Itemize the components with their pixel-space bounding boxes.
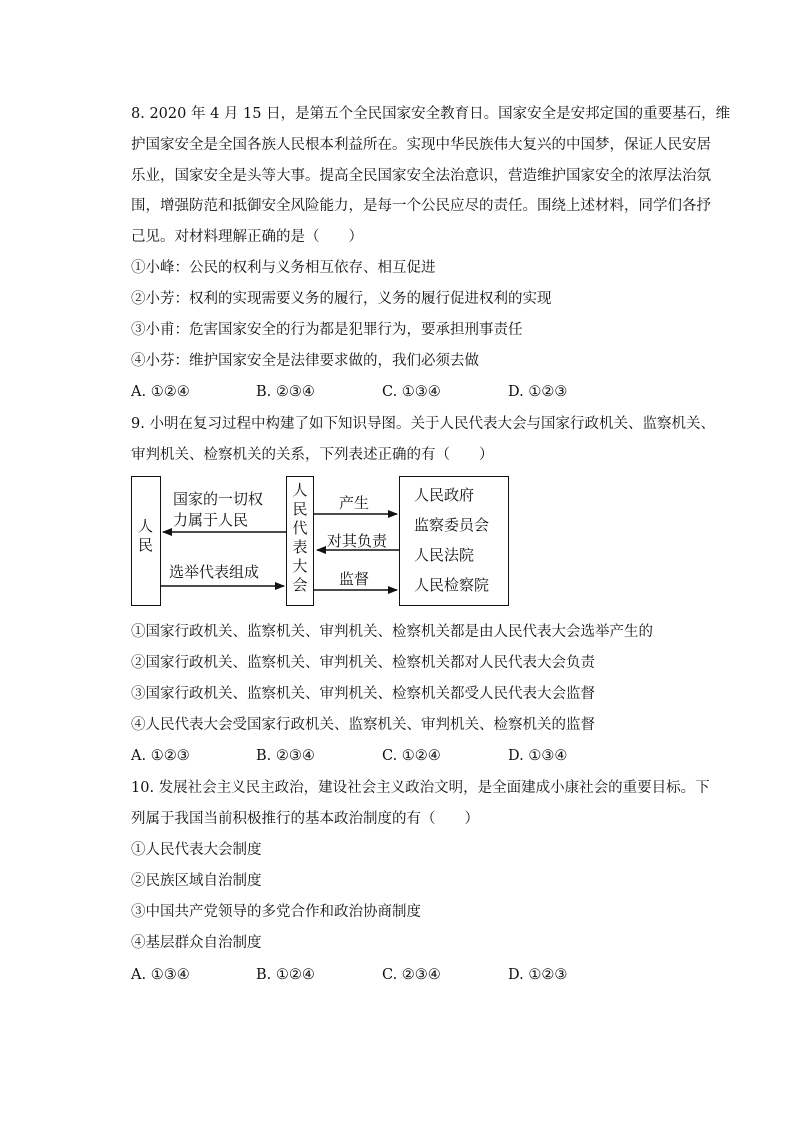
- q10-item-1: ①人民代表大会制度: [131, 842, 262, 858]
- q9-item-4: ④人民代表大会受国家行政机关、监察机关、审判机关、检察机关的监督: [131, 717, 595, 733]
- power-label-line1: 国家的一切权: [173, 490, 264, 508]
- q9-stem-line: 审判机关、检察机关的关系，下列表述正确的有（ ）: [131, 447, 494, 463]
- q10-stem-line: 列属于我国当前积极推行的基本政治制度的有（ ）: [131, 811, 479, 827]
- q8-item-1: ①小峰：公民的权利与义务相互依存、相互促进: [131, 260, 436, 276]
- elect-label: 选举代表组成: [169, 563, 260, 581]
- q10-item-3: ③中国共产党领导的多党合作和政治协商制度: [131, 904, 421, 920]
- q8-item-4: ④小芬：维护国家安全是法律要求做的，我们必须去做: [131, 353, 479, 369]
- q8-item-3: ③小甫：危害国家安全的行为都是犯罪行为，要承担刑事责任: [131, 322, 523, 338]
- responsible-label: 对其负责: [327, 532, 388, 550]
- q9-stem-line: 9. 小明在复习过程中构建了如下知识导图。关于人民代表大会与国家行政机关、监察机关、: [131, 416, 715, 432]
- q9-option-a[interactable]: A. ①②③: [131, 748, 190, 764]
- q9-item-1: ①国家行政机关、监察机关、审判机关、检察机关都是由人民代表大会选举产生的: [131, 624, 653, 640]
- q9-item-3: ③国家行政机关、监察机关、审判机关、检察机关都受人民代表大会监督: [131, 686, 595, 702]
- q9-item-2: ②国家行政机关、监察机关、审判机关、检察机关都对人民代表大会负责: [131, 655, 595, 671]
- q10-option-c[interactable]: C. ②③④: [382, 967, 441, 983]
- organ-court: 人民法院: [414, 546, 475, 564]
- q10-stem-line: 10. 发展社会主义民主政治，建设社会主义政治文明，是全面建成小康社会的重要目标。下: [131, 780, 710, 796]
- q8-stem-line: 乐业，国家安全是头等大事。提高全民国家安全法治意识，营造维护国家安全的浓厚法治氛: [131, 168, 711, 184]
- supervise-label: 监督: [339, 570, 370, 588]
- q8-option-b[interactable]: B. ②③④: [256, 384, 315, 400]
- npc-char: 民: [292, 500, 308, 518]
- produce-label: 产生: [339, 494, 370, 512]
- npc-char: 代: [292, 519, 308, 537]
- q8-stem-line: 己见。对材料理解正确的是（ ）: [131, 229, 363, 245]
- knowledge-diagram: [131, 476, 511, 610]
- q8-option-c[interactable]: C. ①③④: [382, 384, 441, 400]
- q8-item-2: ②小芳：权利的实现需要义务的履行，义务的履行促进权利的实现: [131, 291, 552, 307]
- npc-char: 会: [292, 576, 308, 594]
- q10-item-2: ②民族区域自治制度: [131, 873, 262, 889]
- q10-item-4: ④基层群众自治制度: [131, 935, 262, 951]
- organ-government: 人民政府: [414, 486, 475, 504]
- q10-option-b[interactable]: B. ①②④: [256, 967, 315, 983]
- q8-stem-line: 护国家安全是全国各族人民根本利益所在。实现中华民族伟大复兴的中国梦，保证人民安居: [131, 137, 711, 153]
- q10-option-a[interactable]: A. ①③④: [131, 967, 190, 983]
- q9-option-b[interactable]: B. ②③④: [256, 748, 315, 764]
- q8-stem-line: 围，增强防范和抵御安全风险能力，是每一个公民应尽的责任。围绕上述材料，同学们各抒: [131, 198, 711, 214]
- npc-char: 大: [292, 557, 308, 575]
- people-label: 人民: [136, 518, 154, 556]
- q8-stem-line: 8. 2020 年 4 月 15 日，是第五个全民国家安全教育日。国家安全是安邦定国的重要基石，维: [131, 106, 731, 122]
- diagram-arrows: [131, 476, 511, 610]
- q9-option-c[interactable]: C. ①②④: [382, 748, 441, 764]
- q9-option-d[interactable]: D. ①③④: [508, 748, 568, 764]
- organ-procuratorate: 人民检察院: [414, 576, 490, 594]
- npc-char: 表: [292, 538, 308, 556]
- q10-option-d[interactable]: D. ①②③: [508, 967, 568, 983]
- q8-option-a[interactable]: A. ①②④: [131, 384, 190, 400]
- q8-option-d[interactable]: D. ①②③: [508, 384, 568, 400]
- power-label-line2: 力属于人民: [173, 511, 249, 529]
- organ-supervisory-commission: 监察委员会: [414, 516, 490, 534]
- npc-char: 人: [292, 481, 308, 499]
